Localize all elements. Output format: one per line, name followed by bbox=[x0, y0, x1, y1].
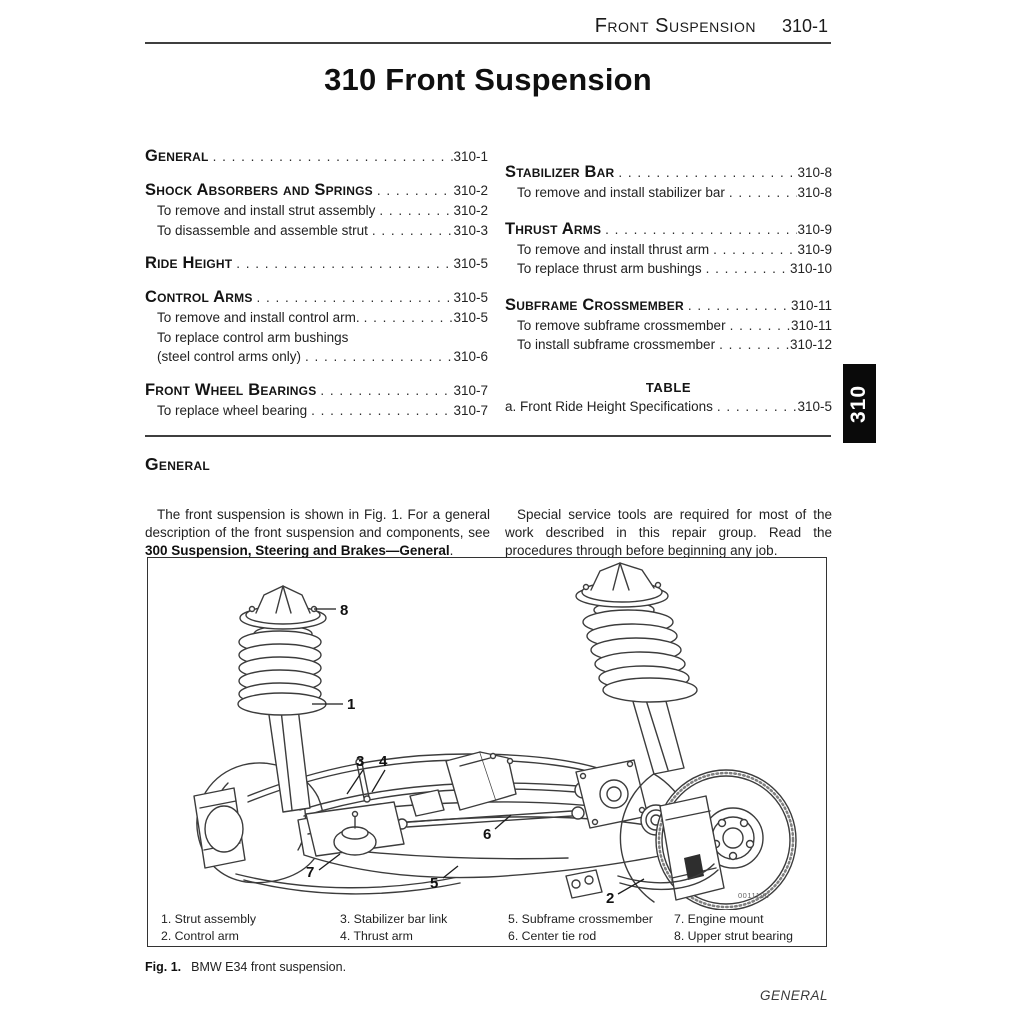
toc-entry bbox=[505, 219, 832, 240]
toc-entry bbox=[145, 328, 488, 348]
toc-entry-page: 310-8 bbox=[797, 165, 832, 180]
paragraph-text: The front suspension is shown in Fig. 1. For a general description of the front suspension and components, see bbox=[145, 506, 490, 540]
dot-leader bbox=[601, 219, 797, 240]
toc-entry bbox=[145, 308, 488, 328]
suspension-diagram bbox=[148, 558, 825, 910]
figure-part-code: 0011190 bbox=[738, 891, 770, 900]
dot-leader bbox=[684, 295, 791, 316]
toc-entry-label: Control Arms bbox=[145, 288, 253, 306]
section-divider bbox=[145, 435, 831, 437]
legend-item: 6. Center tie rod bbox=[508, 928, 597, 943]
toc-entry bbox=[145, 221, 488, 241]
page-title: 310 Front Suspension bbox=[324, 62, 652, 97]
dot-leader bbox=[715, 335, 790, 355]
table-heading: TABLE bbox=[645, 379, 692, 395]
section-tab bbox=[843, 364, 876, 443]
legend-item: 1. Strut assembly bbox=[161, 912, 256, 926]
toc-entry-label: Subframe Crossmember bbox=[505, 295, 684, 314]
toc-entry-page: 310-12 bbox=[789, 337, 832, 352]
toc-entry-label: General bbox=[145, 147, 209, 165]
toc-entry bbox=[145, 253, 488, 274]
toc-entry-label: To replace control arm bushings bbox=[157, 329, 349, 345]
figure-legend-column bbox=[340, 911, 447, 944]
callout-6: 6 bbox=[483, 826, 492, 843]
toc-entry-label: To remove and install strut assembly bbox=[157, 203, 376, 218]
legend-item: 7. Engine mount bbox=[674, 912, 764, 926]
toc-entry-page: 310-7 bbox=[453, 382, 488, 398]
callout-2: 2 bbox=[606, 890, 615, 907]
toc-entry-page: 310-6 bbox=[453, 349, 488, 364]
paragraph-bold-reference: 300 Suspension, Steering and Brakes—General bbox=[145, 542, 450, 558]
paragraph-text: . bbox=[449, 542, 454, 558]
toc-entry-page: 310-5 bbox=[453, 290, 488, 305]
figure-caption-text: BMW E34 front suspension. bbox=[191, 960, 347, 974]
callout-3: 3 bbox=[356, 753, 365, 770]
toc-entry-page: 310-11 bbox=[790, 297, 832, 313]
general-heading: General bbox=[145, 454, 211, 474]
legend-item: 2. Control arm bbox=[161, 928, 239, 943]
page-header bbox=[595, 15, 828, 38]
figure-legend-column bbox=[674, 911, 793, 944]
toc-entry-label: a. Front Ride Height Specifications bbox=[505, 398, 713, 414]
toc-entry-label: Front Wheel Bearings bbox=[145, 380, 317, 399]
dot-leader bbox=[373, 180, 454, 201]
toc-entry-page: 310-11 bbox=[790, 317, 832, 333]
toc-entry bbox=[505, 162, 832, 183]
toc-entry-label: Thrust Arms bbox=[505, 219, 602, 238]
toc-entry-page: 310-7 bbox=[453, 402, 488, 418]
dot-leader bbox=[614, 162, 797, 183]
toc-entry-page: 310-9 bbox=[797, 221, 832, 237]
figure-caption bbox=[145, 960, 346, 974]
toc-entry-label: To remove and install control arm. bbox=[157, 310, 360, 325]
toc-entry bbox=[145, 201, 488, 221]
toc-entry bbox=[505, 295, 832, 316]
toc-entry bbox=[145, 146, 488, 167]
legend-item: 8. Upper strut bearing bbox=[674, 928, 793, 943]
toc-entry-page: 310-5 bbox=[797, 398, 832, 414]
toc-entry-page: 310-1 bbox=[453, 149, 488, 164]
figure-caption-label: Fig. 1. bbox=[145, 960, 182, 974]
dot-leader bbox=[713, 397, 798, 417]
toc-entry-label: Shock Absorbers and Springs bbox=[145, 181, 373, 199]
dot-leader bbox=[360, 308, 454, 328]
toc-entry-label: To remove and install stabilizer bar bbox=[517, 185, 725, 200]
toc-entry-page: 310-9 bbox=[797, 241, 832, 257]
toc-entry bbox=[145, 287, 488, 308]
header-page-number: 310-1 bbox=[781, 16, 828, 36]
section-tab-label: 310 bbox=[847, 384, 871, 423]
toc-entry bbox=[145, 401, 488, 421]
toc-entry bbox=[505, 259, 832, 279]
general-paragraph-right bbox=[505, 506, 832, 560]
header-section-title: Front Suspension bbox=[594, 15, 756, 37]
toc-entry-page: 310-5 bbox=[453, 256, 488, 271]
legend-item: 3. Stabilizer bar link bbox=[340, 912, 448, 926]
dot-leader bbox=[307, 401, 453, 421]
toc-entry-label: (steel control arms only) bbox=[157, 349, 302, 364]
toc-entry bbox=[145, 180, 488, 201]
toc-entry-page: 310-10 bbox=[789, 261, 832, 276]
figure-legend-column bbox=[161, 911, 256, 944]
toc-entry bbox=[505, 335, 832, 355]
dot-leader bbox=[232, 253, 453, 274]
dot-leader bbox=[375, 201, 453, 221]
callout-1: 1 bbox=[347, 696, 356, 713]
callout-5: 5 bbox=[430, 875, 439, 892]
toc-entry bbox=[505, 183, 832, 203]
legend-item: 5. Subframe crossmember bbox=[508, 912, 653, 926]
paragraph-text: Special service tools are required for most of the work described in this repair group. Read the procedures through before beginning any job. bbox=[505, 506, 832, 558]
toc-right-column bbox=[505, 146, 832, 416]
toc-left-column bbox=[145, 146, 488, 420]
figure-1 bbox=[147, 557, 827, 947]
dot-leader bbox=[702, 259, 790, 279]
toc-entry-label: To remove and install thrust arm bbox=[517, 241, 710, 257]
page-footer: GENERAL bbox=[759, 988, 828, 1003]
toc-entry-label: To install subframe crossmember bbox=[517, 337, 716, 352]
toc-entry bbox=[145, 380, 488, 401]
callout-7: 7 bbox=[306, 864, 315, 881]
toc-entry-page: 310-2 bbox=[453, 203, 488, 218]
general-paragraph-left bbox=[145, 506, 490, 560]
dot-leader bbox=[725, 183, 798, 203]
dot-leader bbox=[726, 316, 791, 336]
dot-leader bbox=[253, 287, 454, 308]
toc-entry-page: 310-2 bbox=[453, 183, 488, 198]
toc-entry-page: 310-5 bbox=[453, 310, 488, 325]
legend-item: 4. Thrust arm bbox=[340, 928, 413, 943]
figure-legend-column bbox=[508, 911, 653, 944]
toc-entry-label: To disassemble and assemble strut bbox=[157, 222, 368, 238]
toc-entry bbox=[505, 397, 832, 417]
toc-entry bbox=[505, 240, 832, 260]
dot-leader bbox=[709, 240, 797, 260]
toc-entry-label: To replace wheel bearing bbox=[157, 402, 308, 418]
toc-entry bbox=[505, 316, 832, 336]
toc-entry-page: 310-3 bbox=[453, 222, 488, 238]
header-rule bbox=[145, 42, 831, 44]
toc-entry-label: To replace thrust arm bushings bbox=[517, 261, 702, 276]
dot-leader bbox=[209, 146, 454, 167]
callout-4: 4 bbox=[379, 753, 388, 770]
toc-entry-label: Ride Height bbox=[145, 254, 233, 272]
dot-leader bbox=[316, 380, 453, 401]
toc-entry-label: Stabilizer Bar bbox=[505, 163, 615, 181]
toc-entry-page: 310-8 bbox=[797, 185, 832, 200]
toc-entry-label: To remove subframe crossmember bbox=[517, 317, 726, 333]
dot-leader bbox=[301, 347, 453, 367]
callout-8: 8 bbox=[340, 602, 349, 619]
dot-leader bbox=[368, 221, 454, 241]
toc-entry bbox=[145, 347, 488, 367]
